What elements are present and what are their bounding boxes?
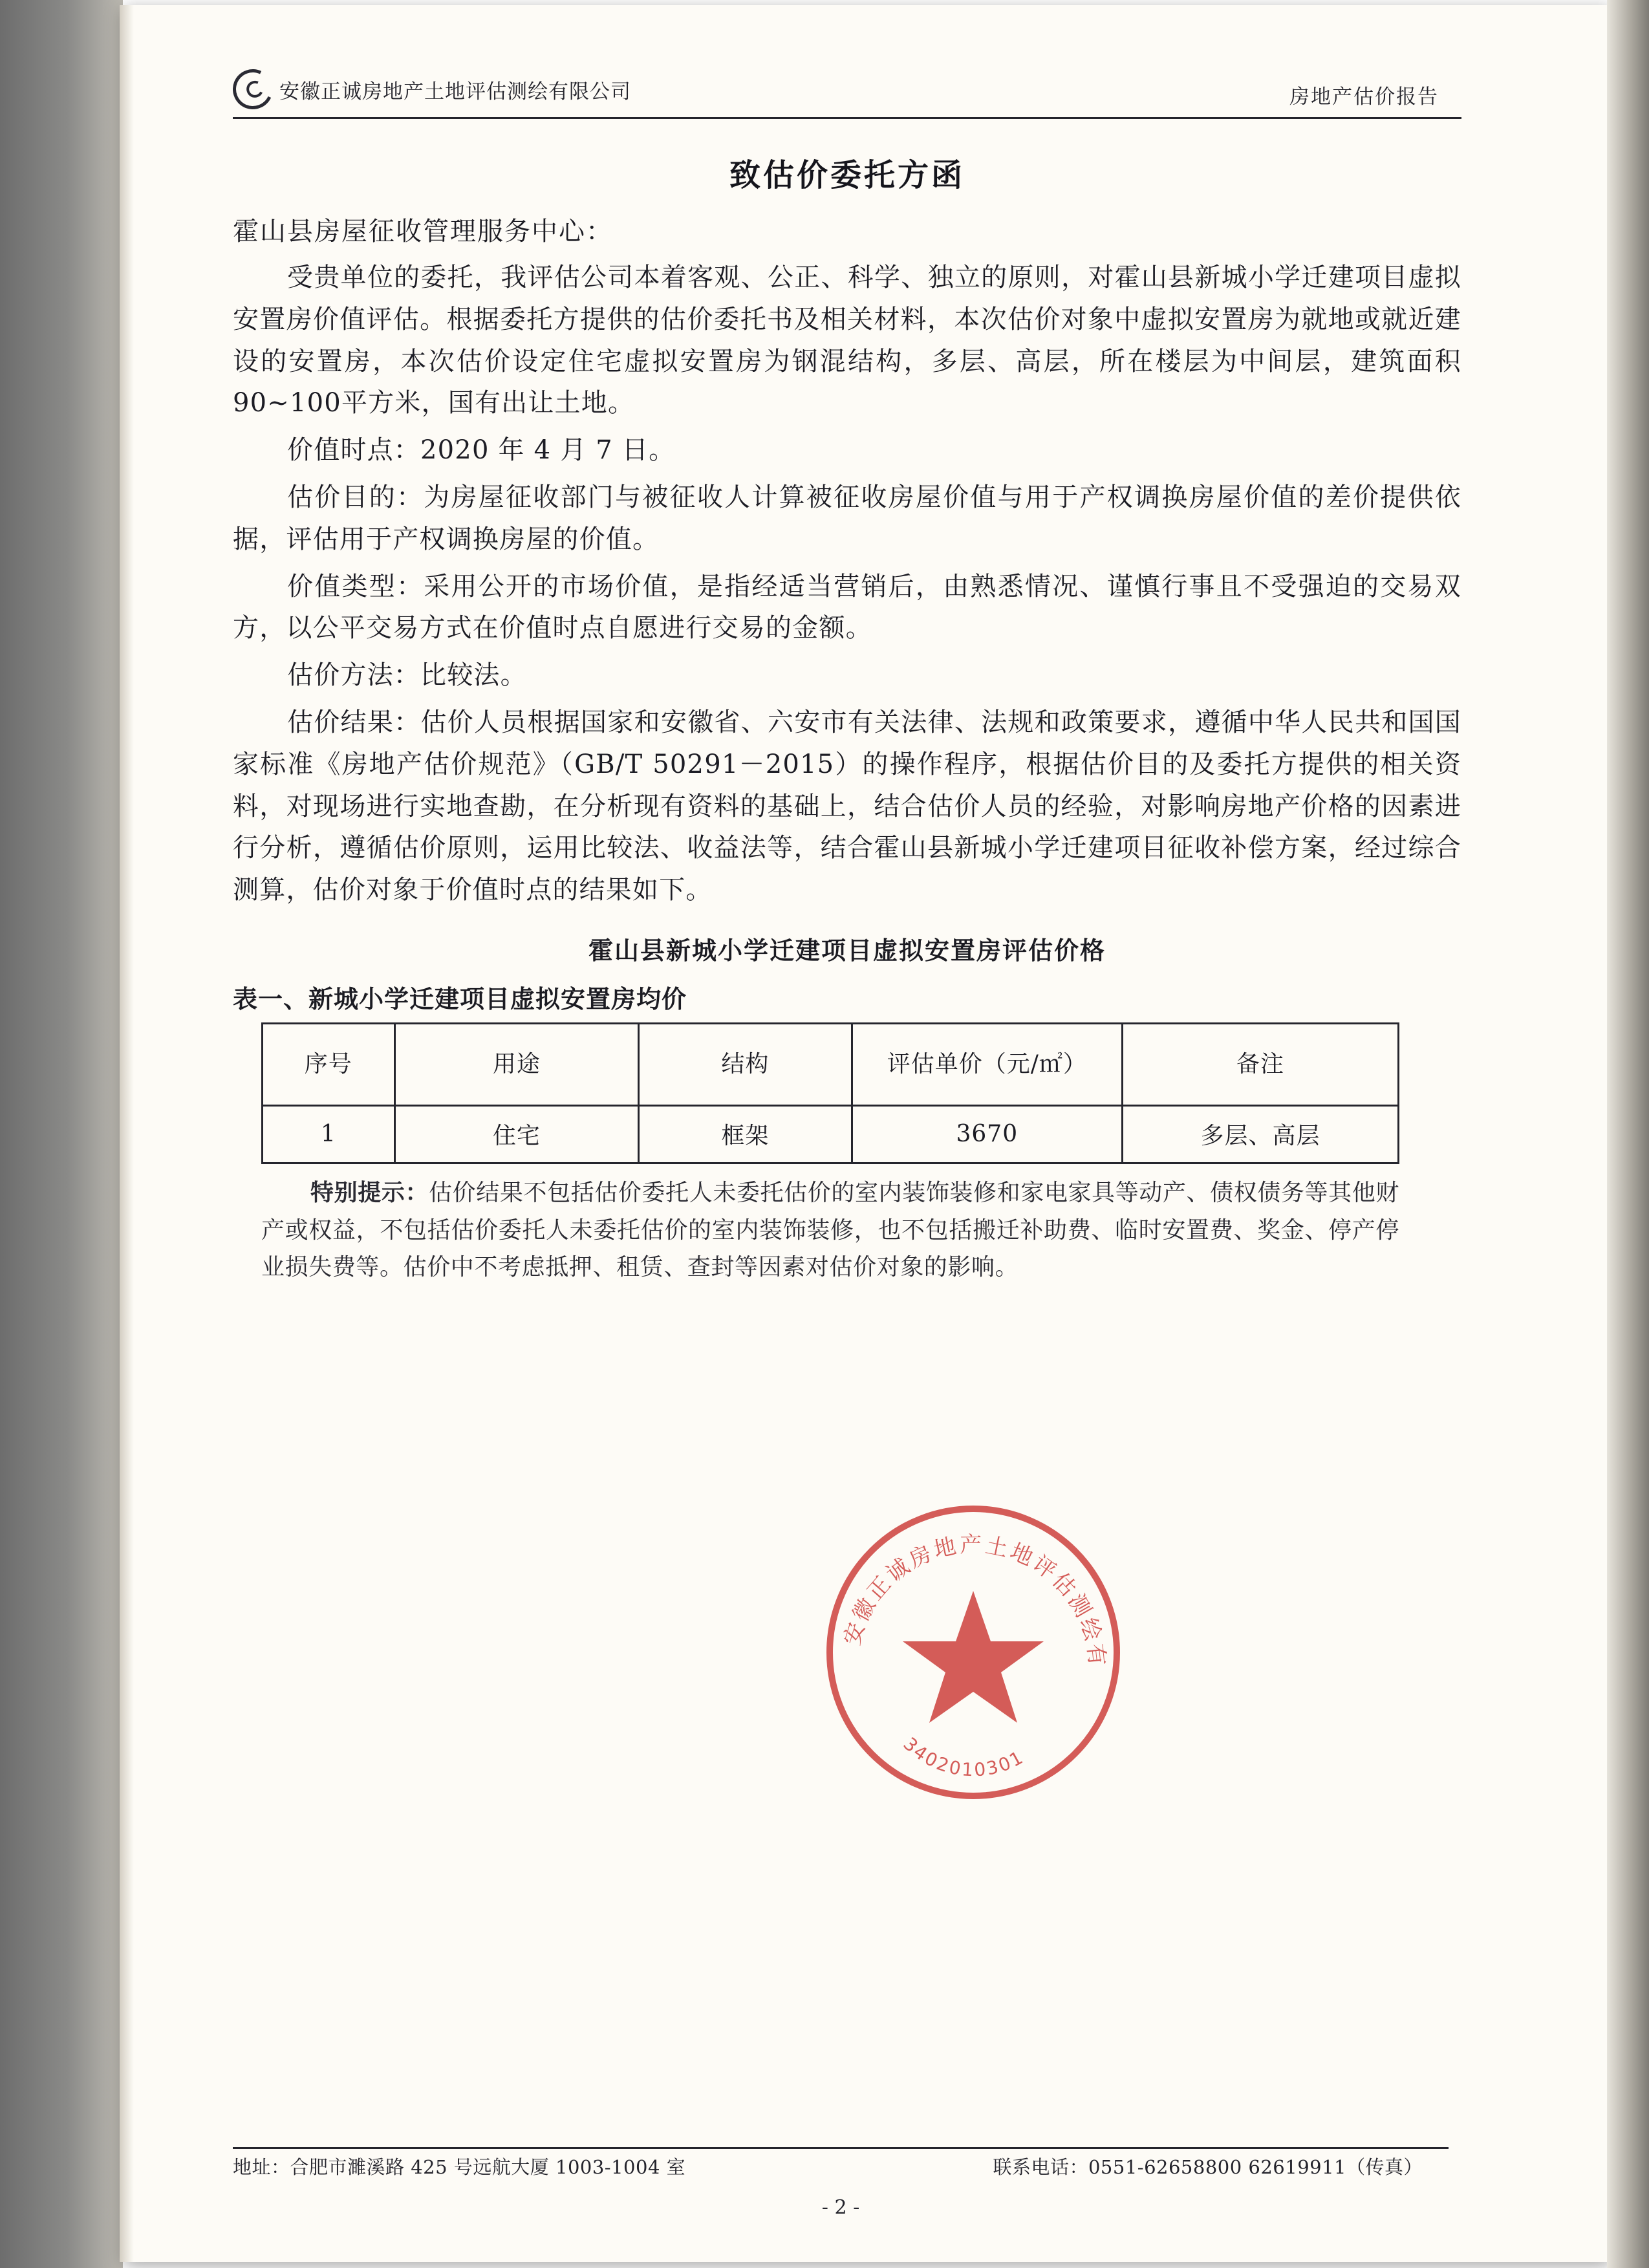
table-header-structure: 结构: [639, 1023, 852, 1105]
cell-index: 1: [263, 1105, 395, 1163]
table-header-unit-price: 评估单价（元/㎡）: [852, 1023, 1122, 1105]
header-company-name: 安徽正诚房地产土地评估测绘有限公司: [279, 80, 631, 103]
table-header-index: 序号: [263, 1023, 395, 1105]
cell-remark: 多层、高层: [1122, 1105, 1398, 1163]
special-note: [261, 1174, 1399, 1286]
page-number: - 2 -: [821, 2196, 860, 2219]
table-row: [263, 1105, 1399, 1163]
footer-info-row: [233, 2149, 1461, 2179]
table-header-usage: 用途: [394, 1023, 639, 1105]
table-header-remark: 备注: [1122, 1023, 1398, 1105]
document-content: [233, 61, 1461, 1286]
company-c-logo-icon: [227, 63, 278, 114]
footer-address: 地址：合肥市濉溪路 425 号远航大厦 1003-1004 室: [233, 2156, 686, 2178]
paragraph-value-type: 价值类型：采用公开的市场价值，是指经适当营销后，由熟悉情况、谨慎行事且不受强迫的交易双方，以公平交易方式在价值时点自愿进行交易的金额。: [233, 571, 1461, 643]
paragraph-valuation-date: 价值时点：2020 年 4 月 7 日。: [287, 435, 676, 466]
paragraph-entrustment: 受贵单位的委托，我评估公司本着客观、公正、科学、独立的原则，对霍山县新城小学迁建项目虚拟安置房价值评估。根据委托方提供的估价委托书及相关材料，本次估价对象中虚拟安置房为就地或就近建设的安置房，本次估价设定住宅虚拟安置房为钢混结构，多层、高层，所在楼层为中间层，建筑面积90~100平方米，国有出让土地。: [233, 263, 1461, 418]
table-caption: 表一、新城小学迁建项目虚拟安置房均价: [233, 984, 687, 1013]
document-footer: [233, 2147, 1461, 2219]
addressee-line: 霍山县房屋征收管理服务中心：: [233, 217, 613, 246]
section-title: 霍山县新城小学迁建项目虚拟安置房评估价格: [588, 935, 1106, 965]
paper-right-edge: [1607, 0, 1649, 2268]
cell-usage: 住宅: [394, 1105, 639, 1163]
page-title: 致估价委托方函: [729, 157, 965, 193]
document-header: [233, 61, 1461, 119]
header-doc-type: 房地产估价报告: [1289, 85, 1439, 109]
svg-text:3402010301: 3402010301: [899, 1733, 1028, 1781]
special-note-text: 估价结果不包括估价委托人未委托估价的室内装饰装修和家电家具等动产、债权债务等其他财产或权益，不包括估价委托人未委托估价的室内装饰装修，也不包括搬迁补助费、临时安置费、奖金、停产停业损失费等。估价中不考虑抵押、租赁、查封等因素对估价对象的影响。: [261, 1179, 1399, 1281]
paragraph-valuation-method: 估价方法：比较法。: [287, 660, 527, 691]
special-note-label: 特别提示：: [310, 1178, 429, 1206]
cell-structure: 框架: [639, 1105, 852, 1163]
footer-contact: 联系电话：0551-62658800 62619911（传真）: [993, 2156, 1423, 2178]
paragraph-valuation-purpose: 估价目的：为房屋征收部门与被征收人计算被征收房屋价值与用于产权调换房屋价值的差价提供依据，评估用于产权调换房屋的价值。: [233, 482, 1461, 554]
svg-text:安徽正诚房地产土地评估测绘有限公司: 安徽正诚房地产土地评估测绘有: [839, 1531, 1110, 1670]
valuation-result-table: [261, 1022, 1399, 1164]
paragraph-valuation-result: 估价结果：估价人员根据国家和安徽省、六安市有关法律、法规和政策要求，遵循中华人民共和国国家标准《房地产估价规范》（GB/T 50291－2015）的操作程序，根据估价目的及委托方提供的相关资料，对现场进行实地查勘，在分析现有资料的基础上，结合估价人员的经验，对影响房地产价格的因素进行分析，遵循估价原则，运用比较法、收益法等，结合霍山县新城小学迁建项目征收补偿方案，经过综合测算，估价对象于价值时点的结果如下。: [233, 707, 1461, 905]
table-header-row: [263, 1023, 1399, 1105]
cell-unit-price: 3670: [852, 1105, 1122, 1163]
paper-left-edge: [120, 5, 134, 2262]
page-gutter-shadow: [0, 0, 123, 2268]
header-left-group: [233, 69, 631, 117]
